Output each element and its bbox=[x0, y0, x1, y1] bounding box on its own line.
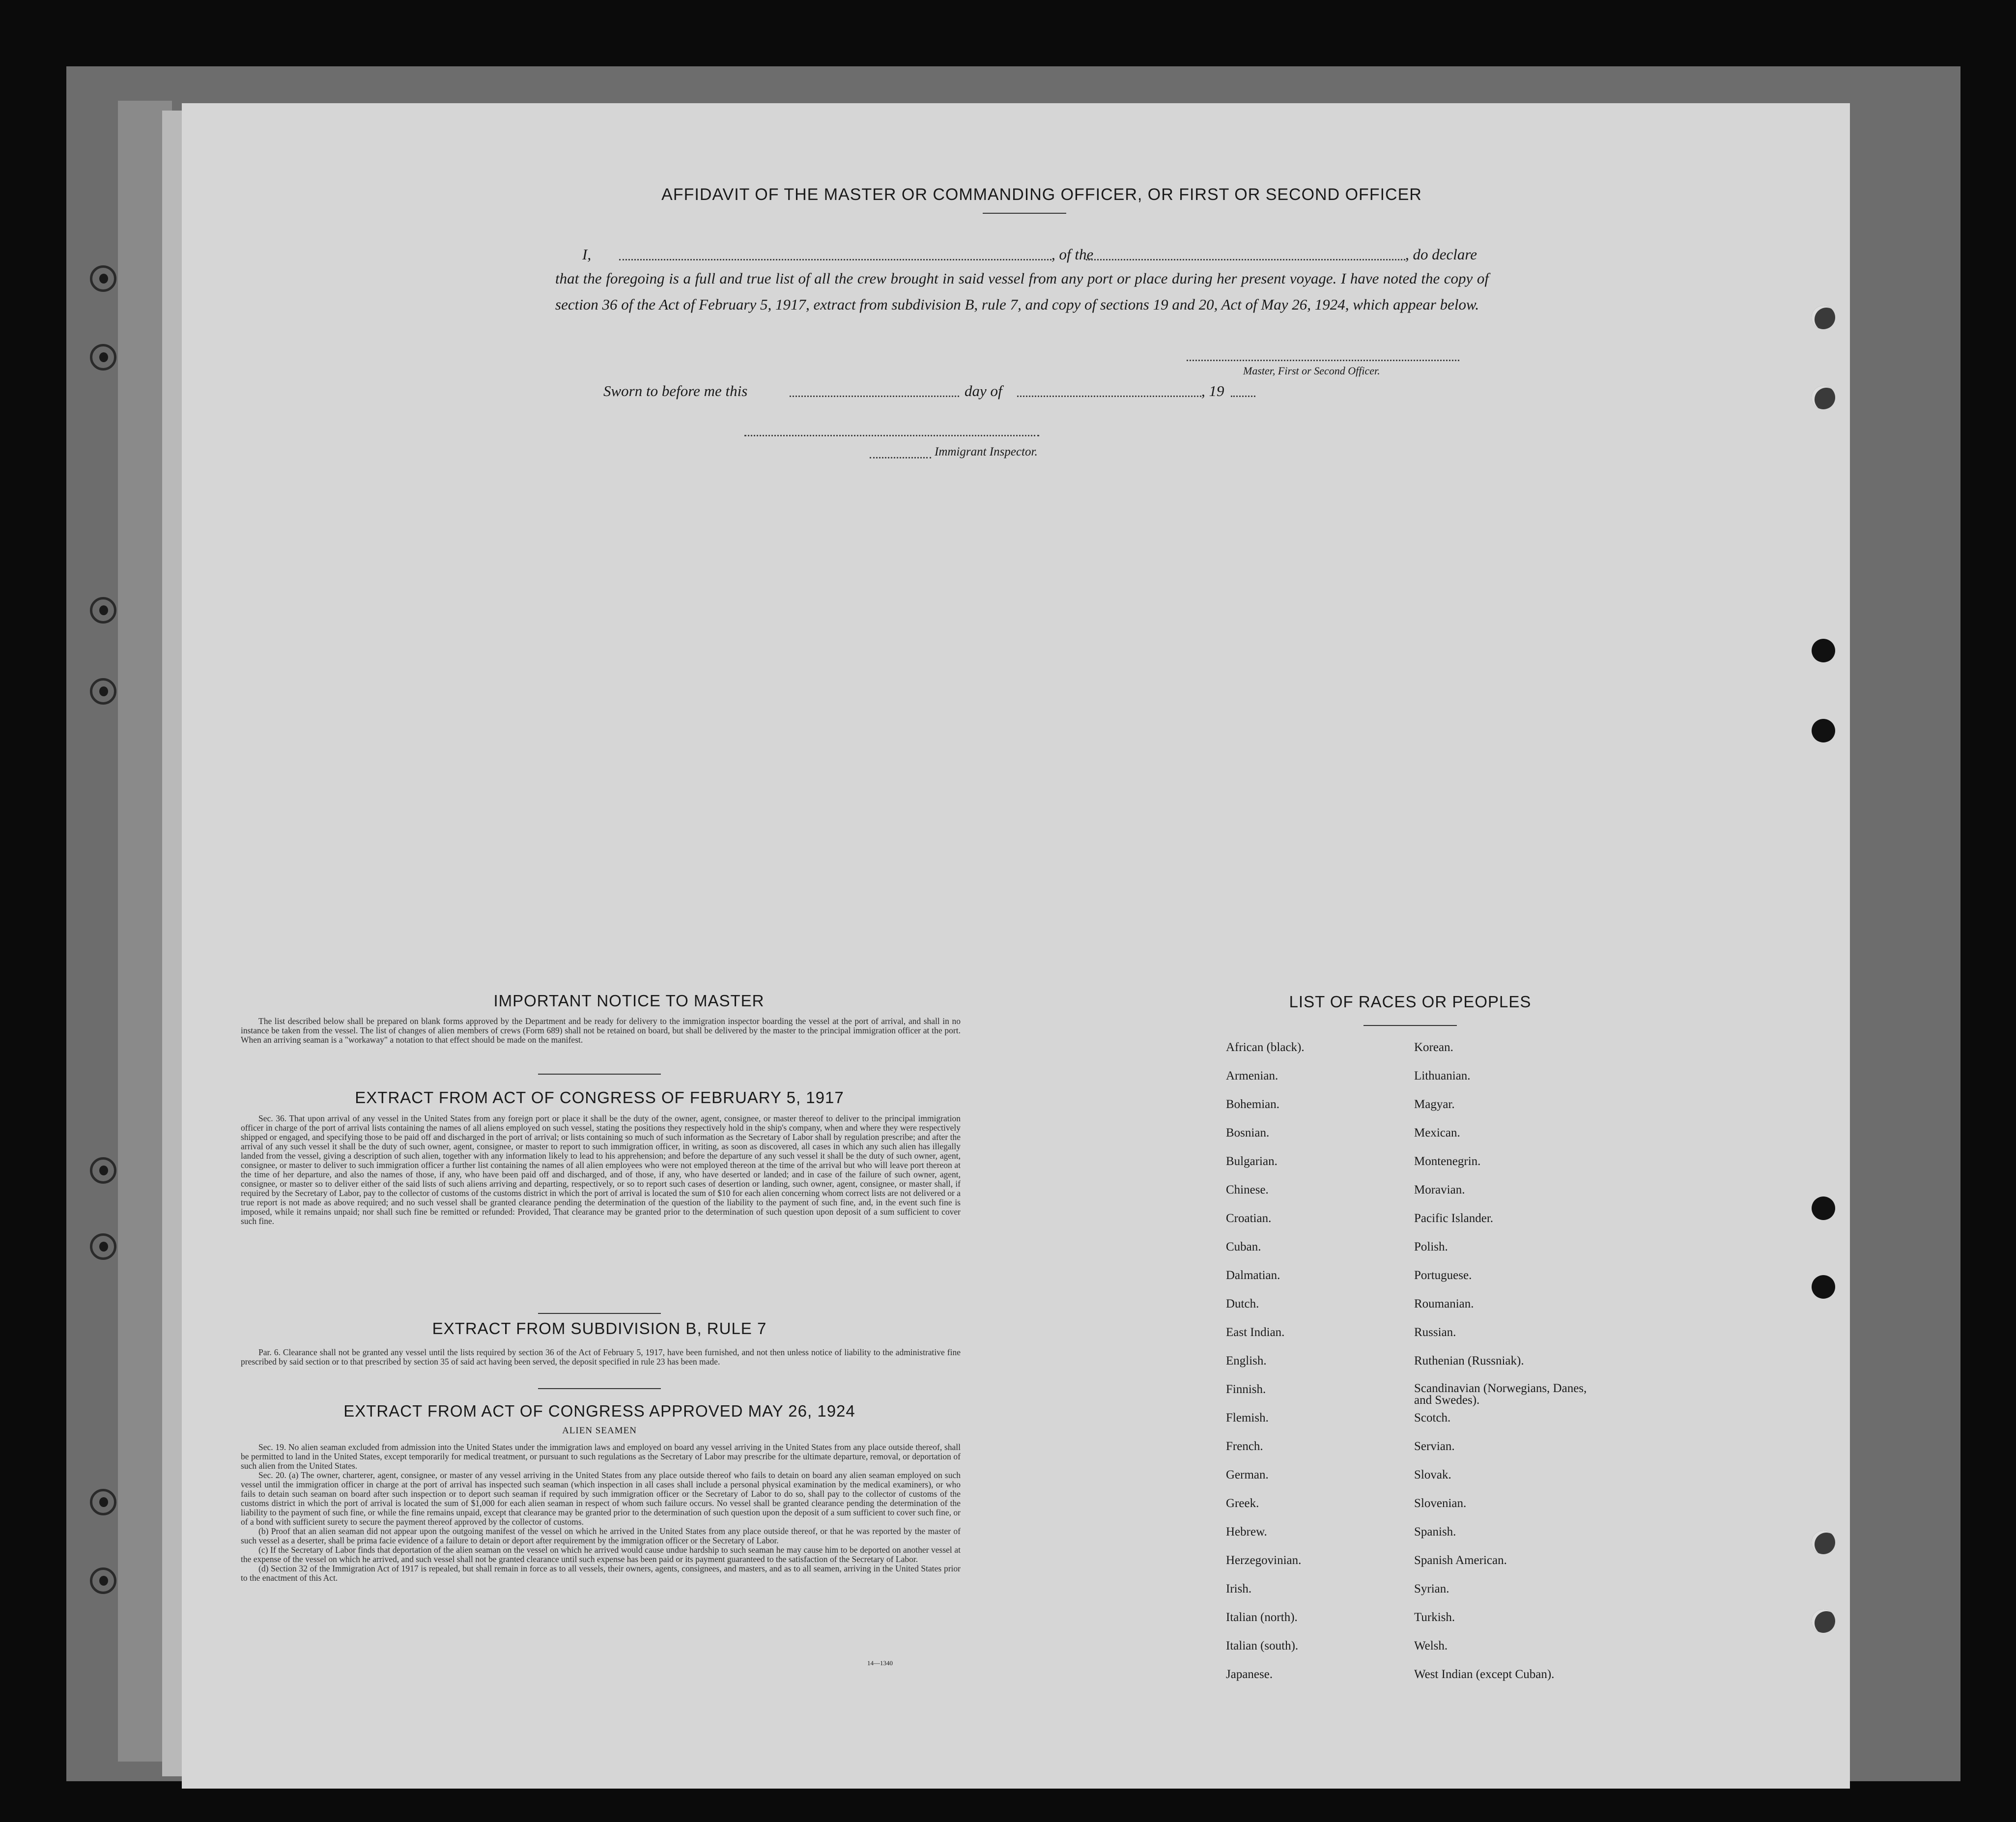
form-number: 14—1340 bbox=[867, 1659, 893, 1667]
race-item: Finnish. bbox=[1226, 1383, 1266, 1396]
punch-hole-icon bbox=[1812, 1531, 1835, 1554]
inspector-signature-line[interactable] bbox=[744, 435, 1039, 436]
race-item: English. bbox=[1226, 1354, 1267, 1367]
punch-hole-icon bbox=[1812, 306, 1835, 329]
punch-hole-icon bbox=[1812, 386, 1835, 409]
punch-hole-icon bbox=[1812, 1609, 1835, 1633]
binder-ring-icon bbox=[90, 597, 116, 624]
extract-rule7-text: Par. 6. Clearance shall not be granted any vessel until the lists required by section 36 of the Act of February 5, 1917, have been furnished, and not then unless notice of liability to the administrative fine prescribed by said section or to that prescribed by section 35 of said act having been served, the deposit specified in rule 23 has been made. bbox=[241, 1347, 961, 1366]
race-item: Slovenian. bbox=[1414, 1497, 1467, 1510]
race-item: African (black). bbox=[1226, 1041, 1305, 1054]
extract-1924-text: Sec. 19. No alien seaman excluded from admission into the United States under the immigration laws and employed on board any vessel arriving in the United States from any place outside thereof, shall be permitted to land in the United States, except temporarily for medical treatment, or pursuant to such regulations as the Secretary of Labor may prescribe for the ultimate departure, removal, or deportation of such alien from the United States. Sec. 20. (a) The owner, charterer, agent, consignee, or master of any vessel arriving in the United States from any place outside thereof who fails to detain on board any alien seaman employed on such vessel until the immigration officer in charge at the port of arrival has inspected such seaman (which inspection in all cases shall include a personal physical examination by the medical examiners), or who fails to detain such seaman on board after such inspection or to deport such seaman if required by such immigration officer or the Secretary of Labor to do so, shall pay to the collector of customs of the customs district in which the port of arrival is located the sum of $1,000 for each alien seaman in respect of whom such failure occurs. No vessel shall be granted clearance pending the determination of the liability to the payment of such fine, or while the fine remains unpaid, except that clearance may be granted prior to the determination of such question upon the deposit of a sum sufficient to cover such fine, or of a bond with sufficient surety to secure the payment thereof approved by the collector of customs. (b) Proof that an alien seaman did not appear upon the outgoing manifest of the vessel on which he arrived in the United States from any place outside thereof, or that he was reported by the master of such vessel as a deserter, shall be prima facie evidence of a failure to detain or deport after requirement by the immigration officer or the Secretary of Labor. (c) If the Secretary of Labor finds that deportation of the alien seaman on the vessel on which he arrived would cause undue hardship to such seaman he may cause him to be deported on another vessel at the expense of the vessel on which he arrived, and such vessel shall not be granted clearance until such expense has been paid or its payment guaranteed to the satisfaction of the Secretary of Labor. (d) Section 32 of the Immigration Act of 1917 is repealed, but shall remain in force as to all vessels, their owners, agents, consignees, and masters, and as to all seamen, arriving in the United States prior to the enactment of this Act. bbox=[241, 1442, 961, 1583]
affidavit-i: I, bbox=[582, 246, 592, 263]
race-item: Japanese. bbox=[1226, 1668, 1273, 1681]
affidavit-declare: , do declare bbox=[1405, 246, 1477, 263]
binder-ring-icon bbox=[90, 1233, 116, 1260]
race-item: Dalmatian. bbox=[1226, 1269, 1280, 1282]
race-item: West Indian (except Cuban). bbox=[1414, 1668, 1555, 1681]
race-item: Polish. bbox=[1414, 1240, 1448, 1253]
affidavit-body: that the foregoing is a full and true list of all the crew brought in said vessel from any port or place during her present voyage. I have noted the copy of section 36 of the Act of February 5, 1917, extract from subdivision B, rule 7, and copy of sections 19 and 20, Act of May 26, 1924, which appear below. bbox=[555, 270, 1489, 313]
race-item: Servian. bbox=[1414, 1440, 1455, 1453]
races-title: LIST OF RACES OR PEOPLES bbox=[1289, 993, 1532, 1011]
race-item: Mexican. bbox=[1414, 1126, 1460, 1139]
race-item: Flemish. bbox=[1226, 1411, 1269, 1424]
binder-ring-icon bbox=[90, 678, 116, 705]
binder-ring-icon bbox=[90, 344, 116, 370]
divider bbox=[538, 1074, 661, 1075]
race-item: Chinese. bbox=[1226, 1183, 1269, 1196]
race-item: Syrian. bbox=[1414, 1582, 1449, 1595]
vessel-blank[interactable] bbox=[1086, 259, 1405, 260]
notice-title: IMPORTANT NOTICE TO MASTER bbox=[493, 992, 765, 1010]
race-item: Montenegrin. bbox=[1414, 1155, 1481, 1168]
race-item: Welsh. bbox=[1414, 1639, 1448, 1652]
punch-hole-icon bbox=[1812, 1196, 1835, 1220]
race-item: Slovak. bbox=[1414, 1468, 1451, 1481]
race-item: Korean. bbox=[1414, 1041, 1453, 1054]
extract-rule7-title: EXTRACT FROM SUBDIVISION B, RULE 7 bbox=[432, 1319, 767, 1338]
race-item: Herzegovinian. bbox=[1226, 1554, 1302, 1567]
extract-1924-title: EXTRACT FROM ACT OF CONGRESS APPROVED MAY 26, 1924 bbox=[343, 1402, 855, 1420]
race-item: Greek. bbox=[1226, 1497, 1259, 1510]
race-item: Armenian. bbox=[1226, 1069, 1278, 1082]
binder-ring-icon bbox=[90, 1489, 116, 1515]
binder-ring-icon bbox=[90, 1157, 116, 1184]
title-rule bbox=[983, 213, 1066, 214]
race-item: Ruthenian (Russniak). bbox=[1414, 1354, 1524, 1367]
sworn-year-blank[interactable] bbox=[1231, 396, 1255, 397]
affidavit-title: AFFIDAVIT OF THE MASTER OR COMMANDING OFFICER, OR FIRST OR SECOND OFFICER bbox=[661, 185, 1422, 204]
year-label: , 19 bbox=[1201, 382, 1224, 399]
race-item: Roumanian. bbox=[1414, 1297, 1474, 1310]
race-item: Pacific Islander. bbox=[1414, 1212, 1494, 1225]
name-blank[interactable] bbox=[619, 259, 1051, 260]
race-item: Irish. bbox=[1226, 1582, 1252, 1595]
day-label: day of bbox=[965, 382, 1002, 399]
extract-1917-text: Sec. 36. That upon arrival of any vessel in the United States from any foreign port or place it shall be the duty of the owner, agent, consignee, or master thereof to deliver to the principal immigration officer in charge of the port of arrival lists containing the names of all aliens employed on such vessel, stating the positions they respectively hold in the ship's company, when and where they were respectively shipped or engaged, and specifying those to be paid off and discharged in the port of arrival; or lists containing so much of such information as the Secretary of Labor shall by regulation prescribe; and after the arrival of any such vessel it shall be the duty of such owner, agent, consignee, or master to report to such immigration officer, in writing, as soon as discovered, all cases in which any such alien has illegally landed from the vessel, giving a description of such alien, together with any information likely to lead to his apprehension; and before the departure of any such vessel it shall be the duty of such owner, agent, consignee, or master to deliver to such immigration officer a further list containing the names of all alien employees who were not employed thereon at the time of the arrival but who will leave port thereon at the time of her departure, and also the names of those, if any, who have been paid off and discharged, and of those, if any, who have deserted or landed; and in case of the failure of such owner, agent, consignee, or master so to deliver either of the said lists of such aliens arriving and departing, respectively, or so to report such cases of desertion or landing, such owner, agent, consignee, or master shall, if required by the Secretary of Labor, pay to the collector of customs of the customs district in which the port of arrival is located the sum of $10 for each alien concerning whom correct lists are not delivered or a true report is not made as above required; and no such vessel shall be granted clearance pending the determination of the question of the liability to the payment of such fine, and, in the event such fine is imposed, while it remains unpaid; nor shall such fine be remitted or refunded: Provided, That clearance may be granted prior to the determination of such question upon deposit of a sum sufficient to cover such fine. bbox=[241, 1113, 961, 1226]
races-right-column bbox=[1414, 1041, 1601, 1696]
race-item: Dutch. bbox=[1226, 1297, 1259, 1310]
punch-hole-icon bbox=[1812, 639, 1835, 662]
affidavit-of-the: , of the bbox=[1051, 246, 1094, 263]
sworn-day-blank[interactable] bbox=[790, 396, 959, 397]
race-item: Lithuanian. bbox=[1414, 1069, 1471, 1082]
race-item: Bosnian. bbox=[1226, 1126, 1270, 1139]
divider bbox=[538, 1313, 661, 1314]
punch-hole-icon bbox=[1812, 1275, 1835, 1299]
race-item: Spanish American. bbox=[1414, 1554, 1507, 1567]
binder-ring-icon bbox=[90, 265, 116, 292]
race-item: Portuguese. bbox=[1414, 1269, 1472, 1282]
race-item: Spanish. bbox=[1414, 1525, 1456, 1538]
inspector-label: Immigrant Inspector. bbox=[935, 445, 1038, 458]
binder-ring-icon bbox=[90, 1567, 116, 1594]
race-item: Italian (south). bbox=[1226, 1639, 1299, 1652]
punch-hole-icon bbox=[1812, 719, 1835, 742]
races-left-column bbox=[1226, 1041, 1305, 1696]
signature-line[interactable] bbox=[1187, 360, 1459, 361]
race-item: East Indian. bbox=[1226, 1326, 1285, 1339]
race-item: Croatian. bbox=[1226, 1212, 1272, 1225]
race-item: Magyar. bbox=[1414, 1098, 1455, 1111]
race-item: Cuban. bbox=[1226, 1240, 1261, 1253]
race-item: French. bbox=[1226, 1440, 1263, 1453]
race-item: Moravian. bbox=[1414, 1183, 1465, 1196]
notice-text: The list described below shall be prepared on blank forms approved by the Department and be ready for delivery to the immigration inspector boarding the vessel at the port of arrival, and shall in no instance be taken from the vessel. The list of changes of alien members of crews (Form 689) shall not be retained on board, but shall be delivered by the master to the principal immigration officer at the port. When an arriving seaman is a "workaway" a notation to that effect should be made on the manifest. bbox=[241, 1016, 961, 1045]
race-item: Bulgarian. bbox=[1226, 1155, 1278, 1168]
race-item: German. bbox=[1226, 1468, 1269, 1481]
race-item: Italian (north). bbox=[1226, 1611, 1298, 1624]
extract-1917-title: EXTRACT FROM ACT OF CONGRESS OF FEBRUARY 5, 1917 bbox=[355, 1088, 844, 1107]
sworn-label: Sworn to before me this bbox=[603, 382, 748, 399]
race-item: Russian. bbox=[1414, 1326, 1456, 1339]
divider bbox=[538, 1388, 661, 1389]
sworn-month-blank[interactable] bbox=[1017, 396, 1201, 397]
race-item: Scandinavian (Norwegians, Danes, and Swedes). bbox=[1414, 1382, 1587, 1407]
divider bbox=[1363, 1025, 1457, 1026]
race-item: Scotch. bbox=[1414, 1411, 1451, 1424]
race-item: Hebrew. bbox=[1226, 1525, 1267, 1538]
race-item: Bohemian. bbox=[1226, 1098, 1280, 1111]
inspector-dots bbox=[870, 457, 931, 458]
signature-label: Master, First or Second Officer. bbox=[1243, 365, 1380, 377]
alien-seamen-subtitle: ALIEN SEAMEN bbox=[562, 1425, 637, 1436]
race-item: Turkish. bbox=[1414, 1611, 1455, 1624]
